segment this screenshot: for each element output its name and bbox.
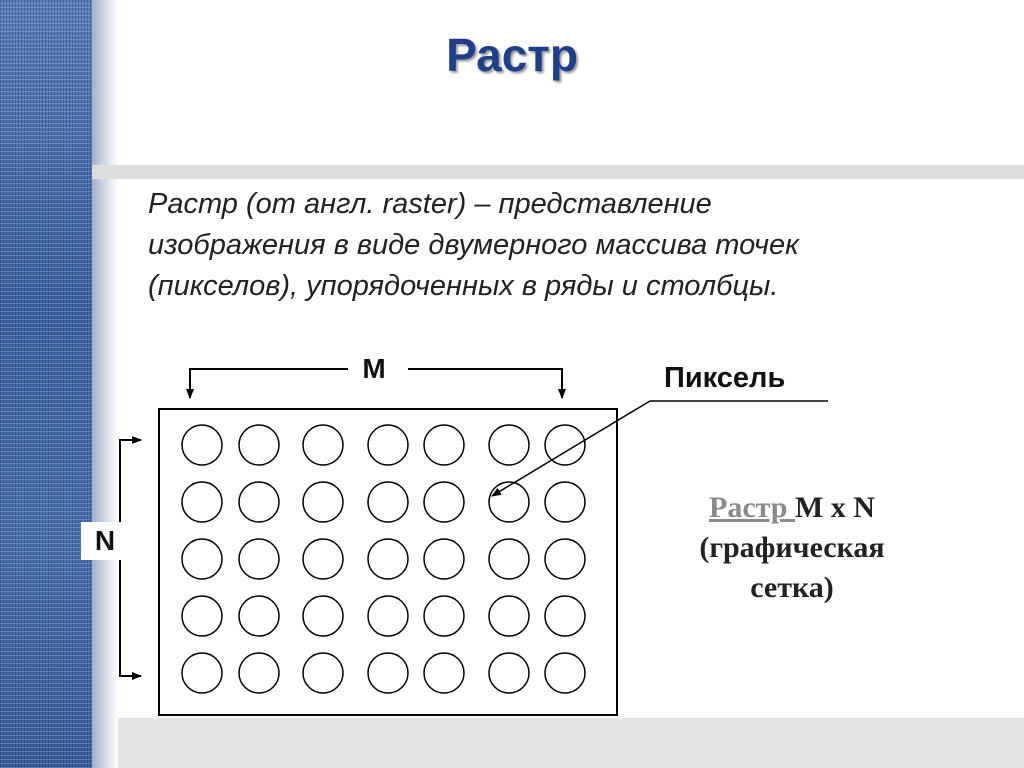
pixel-dot: [182, 482, 222, 522]
pixel-dot: [368, 539, 408, 579]
pixel-dot: [424, 539, 464, 579]
pixel-dot: [489, 653, 529, 693]
pixel-dot: [239, 596, 279, 636]
definition-line-2: изображения в виде двумерного массива точек: [148, 229, 799, 261]
pixel-dot: [424, 596, 464, 636]
columns-bracket-left: [190, 369, 348, 398]
pixel-dot: [182, 653, 222, 693]
pixel-dot: [545, 653, 585, 693]
raster-caption: [660, 488, 924, 608]
columns-bracket-right: [408, 369, 562, 398]
pixel-dot: [182, 539, 222, 579]
pixel-dot: [489, 596, 529, 636]
pixel-dot: [239, 482, 279, 522]
pixel-dot: [182, 596, 222, 636]
pixel-dot: [489, 539, 529, 579]
rows-label: N: [81, 522, 129, 560]
pixel-dot: [368, 596, 408, 636]
raster-caption-line-3: сетка): [750, 571, 834, 604]
pixel-dot: [424, 425, 464, 465]
pixel-dot: [182, 425, 222, 465]
pixel-dot: [424, 653, 464, 693]
pixel-dot: [303, 425, 343, 465]
pixel-dot: [368, 482, 408, 522]
pixel-dot: [239, 539, 279, 579]
pixel-dot: [424, 482, 464, 522]
raster-caption-dimensions: M x N: [794, 491, 875, 524]
pixel-dot: [489, 425, 529, 465]
pixel-label: Пиксель: [664, 362, 786, 394]
pixel-dot: [303, 539, 343, 579]
pixel-dot: [239, 653, 279, 693]
raster-caption-line-2: (графическая: [699, 531, 885, 564]
pixel-dot: [303, 482, 343, 522]
raster-caption-line-1: [660, 488, 924, 528]
definition-line-3: (пикселов), упорядоченных в ряды и столбцы.: [148, 270, 779, 302]
pixel-dot: [545, 482, 585, 522]
rows-bracket-bottom: [120, 560, 141, 676]
columns-label: M: [362, 353, 386, 384]
pixel-dot: [545, 596, 585, 636]
pixel-dot: [545, 425, 585, 465]
pixel-dot: [368, 653, 408, 693]
pixel-dot: [368, 425, 408, 465]
pixel-dot: [545, 539, 585, 579]
rows-bracket-top: [120, 440, 141, 522]
pixel-dot: [303, 653, 343, 693]
pixel-dot: [239, 425, 279, 465]
raster-link[interactable]: Растр: [709, 491, 795, 524]
slide-title: Растр: [446, 29, 578, 81]
pixel-dot: [303, 596, 343, 636]
pixel-dot: [489, 482, 529, 522]
definition-line-1: Растр (от англ. raster) – представление: [148, 188, 712, 220]
